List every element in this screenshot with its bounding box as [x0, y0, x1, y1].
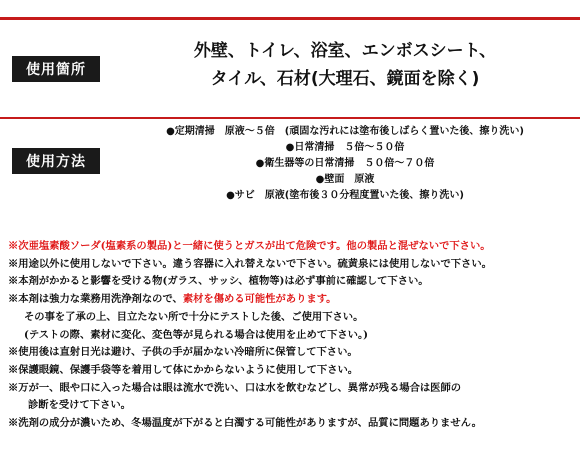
note-chlorine-warning: ※次亜塩素酸ソーダ(塩素系の製品)と一緒に使うとガスが出て危険です。他の製品と混ぜないで下さい。 [8, 240, 491, 252]
usage-location-label: 使用箇所 [12, 56, 100, 82]
method-daily-cleaning: ●日常清掃 ５倍～５０倍 [285, 142, 405, 153]
note-first-aid-cont: 診断を受けて下さい。 [28, 399, 131, 412]
top-divider [0, 17, 580, 20]
note-damage-warning: 素材を傷める可能性があります。 [182, 293, 337, 306]
note-strong-cleaner [8, 291, 574, 309]
note-strong-cleaner-text: ※本剤は強力な業務用洗浄剤なので、 [8, 293, 183, 306]
method-rust: ●サビ 原液(塗布後３０分程度置いた後、擦り洗い) [226, 190, 464, 201]
section-divider [0, 117, 580, 119]
note-first-aid: ※万が一、眼や口に入った場合は眼は流水で洗い、口は水を飲むなどし、異常が残る場合は医師の [8, 381, 462, 394]
note-storage: ※使用後は直射日光は避け、子供の手が届かない冷暗所に保管して下さい。 [8, 346, 358, 359]
usage-location-line-2: タイル、石材(大理石、鏡面を除く) [210, 69, 480, 89]
usage-location-line-1: 外壁、トイレ、浴室、エンボスシート、 [193, 41, 497, 61]
usage-method-label: 使用方法 [12, 148, 100, 174]
caution-notes [8, 238, 574, 433]
note-test-first: その事を了承の上、目立たない所で十分にテストした後、ご使用下さい。 [24, 310, 364, 323]
note-test-stop: (テストの際、素材に変化、変色等が見られる場合は使用を止めて下さい。) [24, 328, 368, 341]
method-wall: ●壁面 原液 [315, 174, 375, 185]
method-regular-cleaning: ●定期清掃 原液～５倍 (頑固な汚れには塗布後しばらく置いた後、擦り洗い) [166, 126, 524, 137]
note-affected-items: ※本剤がかかると影響を受ける物(ガラス、サッシ、植物等)は必ず事前に確認して下さい。 [8, 275, 429, 288]
note-cloudiness: ※洗剤の成分が濃いため、冬場温度が下がると白濁する可能性がありますが、品質に問題ありません。 [8, 417, 482, 430]
note-protection: ※保護眼鏡、保護手袋等を着用して体にかからないように使用して下さい。 [8, 363, 359, 376]
note-usage: ※用途以外に使用しないで下さい。違う容器に入れ替えないで下さい。硫黄泉には使用しないで下さい。 [8, 257, 492, 270]
method-sanitary-cleaning: ●衛生器等の日常清掃 ５０倍～７０倍 [255, 158, 435, 169]
